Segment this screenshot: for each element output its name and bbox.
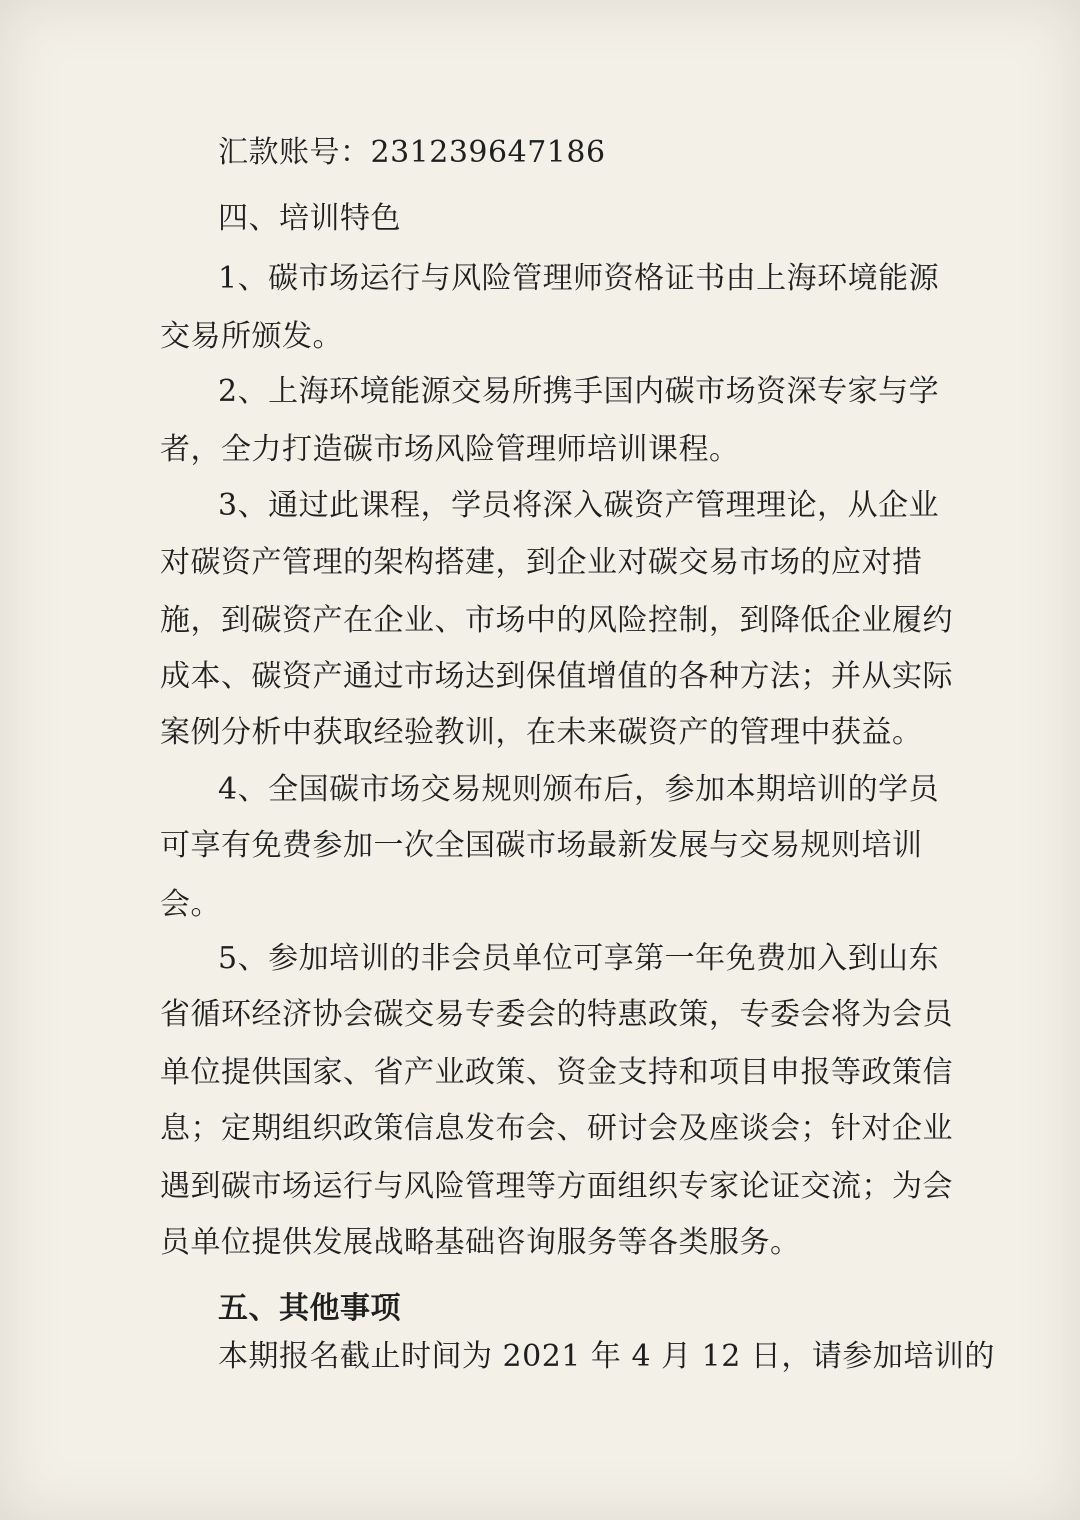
item-3-line-2: 对碳资产管理的架构搭建，到企业对碳交易市场的应对措	[160, 545, 923, 580]
item-4-line-1: 4、全国碳市场交易规则颁布后，参加本期培训的学员	[218, 772, 940, 807]
section-5-title: 五、其他事项	[218, 1291, 401, 1326]
item-3-line-1: 3、通过此课程，学员将深入碳资产管理理论，从企业	[218, 488, 940, 523]
registration-deadline-line: 本期报名截止时间为 2021 年 4 月 12 日，请参加培训的	[218, 1339, 995, 1374]
item-5-line-4: 息；定期组织政策信息发布会、研讨会及座谈会；针对企业	[160, 1111, 953, 1146]
item-5-line-6: 员单位提供发展战略基础咨询服务等各类服务。	[160, 1225, 801, 1260]
item-1-line-2: 交易所颁发。	[160, 319, 343, 354]
item-5-line-5: 遇到碳市场运行与风险管理等方面组织专家论证交流；为会	[160, 1169, 953, 1204]
item-5-line-1: 5、参加培训的非会员单位可享第一年免费加入到山东	[218, 941, 940, 976]
item-3-line-5: 案例分析中获取经验教训，在未来碳资产的管理中获益。	[160, 715, 923, 750]
item-4-line-2: 可享有免费参加一次全国碳市场最新发展与交易规则培训	[160, 828, 923, 863]
item-2-line-2: 者，全力打造碳市场风险管理师培训课程。	[160, 432, 740, 467]
account-number-line: 汇款账号：231239647186	[218, 135, 606, 170]
item-5-line-2: 省循环经济协会碳交易专委会的特惠政策，专委会将为会员	[160, 997, 953, 1032]
section-4-title: 四、培训特色	[218, 201, 401, 236]
item-3-line-4: 成本、碳资产通过市场达到保值增值的各种方法；并从实际	[160, 659, 953, 694]
item-5-line-3: 单位提供国家、省产业政策、资金支持和项目申报等政策信	[160, 1055, 953, 1090]
item-3-line-3: 施，到碳资产在企业、市场中的风险控制，到降低企业履约	[160, 603, 953, 638]
item-1-line-1: 1、碳市场运行与风险管理师资格证书由上海环境能源	[218, 261, 940, 296]
item-2-line-1: 2、上海环境能源交易所携手国内碳市场资深专家与学	[218, 374, 940, 409]
item-4-line-3: 会。	[160, 887, 221, 922]
